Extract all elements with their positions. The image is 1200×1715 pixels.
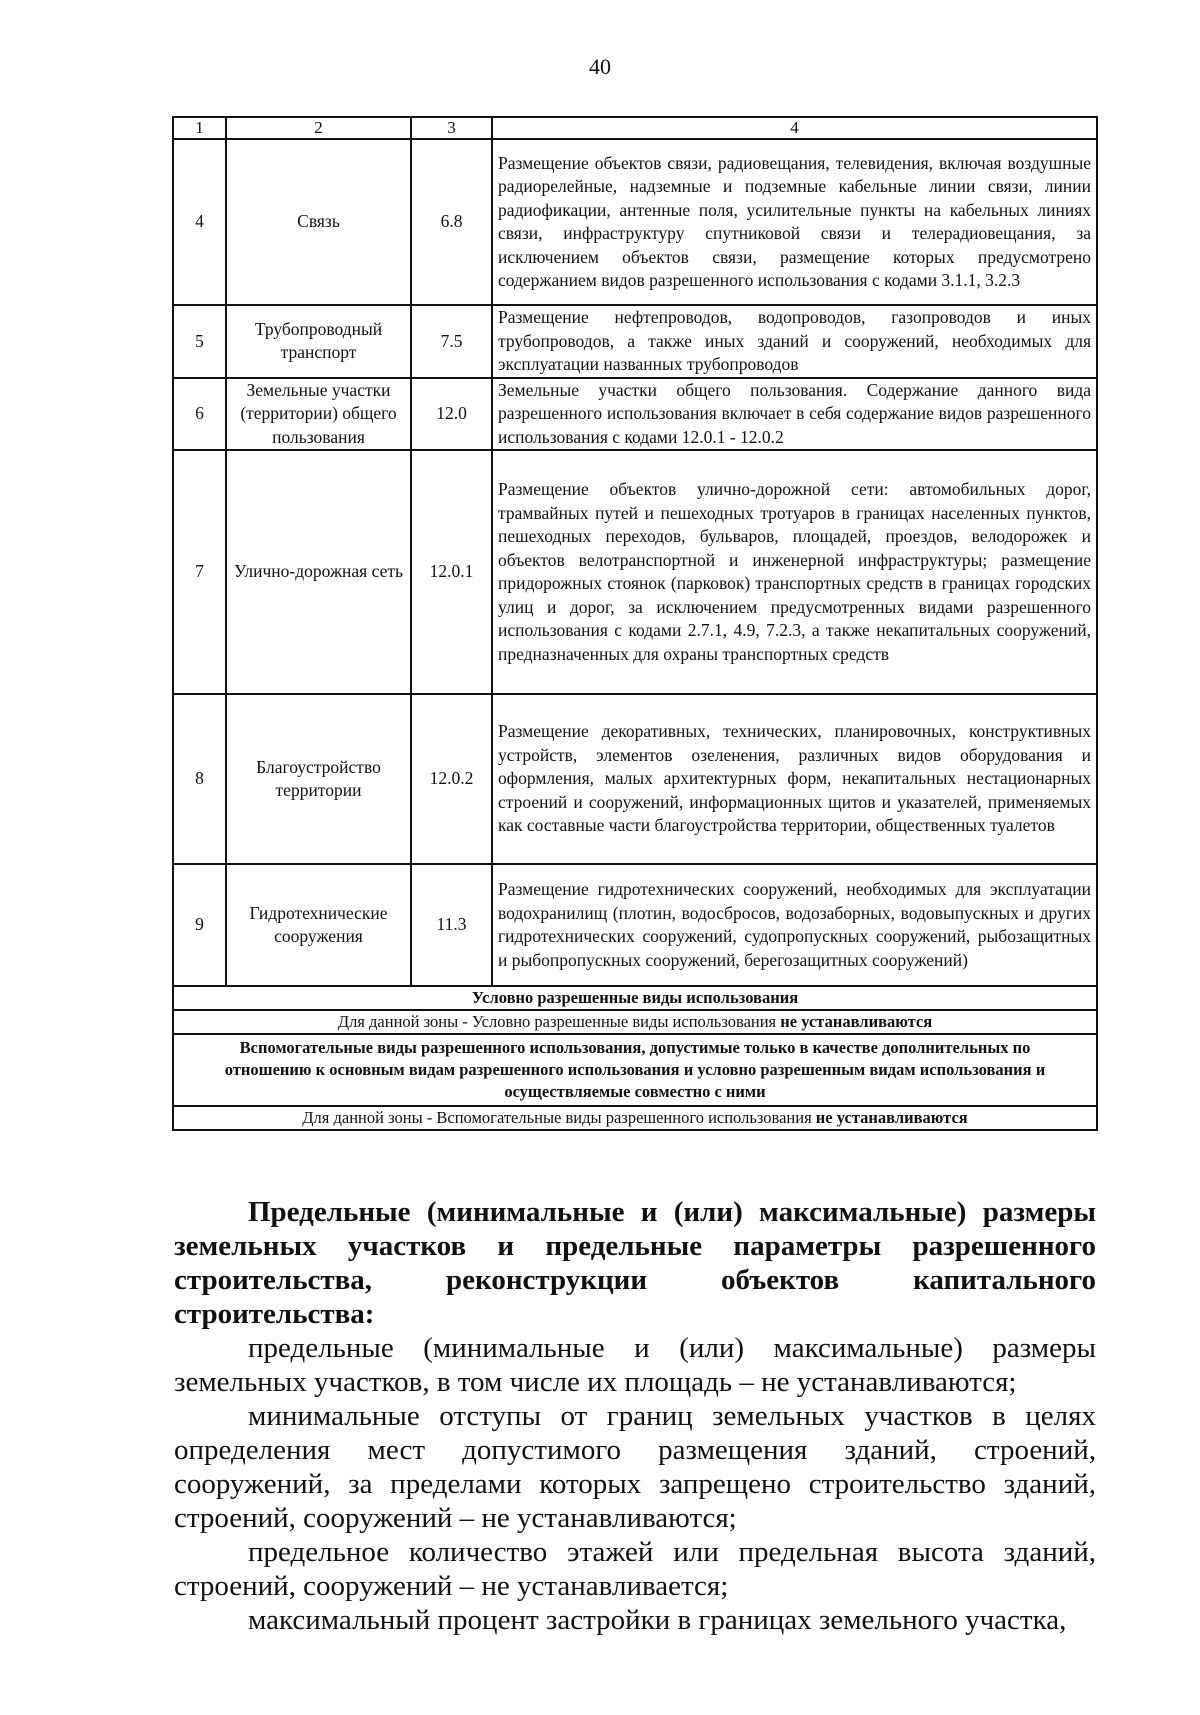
use-code: 12.0 xyxy=(411,378,492,451)
note-text: Для данной зоны - Вспомогательные виды разрешенного использования xyxy=(302,1108,816,1127)
auxiliary-uses-title: Вспомогательные виды разрешенного использования, допустимые только в качестве дополнительных по отношению к основным видам разрешенного использования и условно разрешенным видам использования и осуществляемые совместно с ними xyxy=(173,1034,1097,1106)
use-code: 7.5 xyxy=(411,305,492,378)
use-name: Связь xyxy=(226,139,411,305)
header-cell: 1 xyxy=(173,117,226,139)
use-description: Размещение гидротехнических сооружений, необходимых для эксплуатации водохранилищ (плотин, водосбросов, водозаборных, водовыпускных и других гидротехнических сооружений, судопропускных сооружений, рыбозащитных и рыбопропускных сооружений, берегозащитных сооружений) xyxy=(492,864,1097,986)
note-text-bold: не устанавливаются xyxy=(780,1012,933,1031)
auxiliary-uses-row xyxy=(173,1034,1097,1106)
row-number: 6 xyxy=(173,378,226,451)
conditional-uses-note xyxy=(173,1010,1097,1034)
use-description: Размещение нефтепроводов, водопроводов, газопроводов и иных трубопроводов, а также иных зданий и сооружений, необходимых для эксплуатации названных трубопроводов xyxy=(492,305,1097,378)
use-code: 12.0.2 xyxy=(411,694,492,864)
row-number: 5 xyxy=(173,305,226,378)
page-number: 40 xyxy=(589,54,611,79)
row-number: 9 xyxy=(173,864,226,986)
parameters-section xyxy=(174,1195,1096,1637)
header-cell: 4 xyxy=(492,117,1097,139)
header-cell: 3 xyxy=(411,117,492,139)
use-description: Размещение декоративных, технических, планировочных, конструктивных устройств, элементов озеленения, различных видов оборудования и оформления, малых архитектурных форм, некапитальных нестационарных строений и сооружений, информационных щитов и указателей, применяемых как составные части благоустройства территории, общественных туалетов xyxy=(492,694,1097,864)
use-name: Трубопроводный транспорт xyxy=(226,305,411,378)
conditional-uses-title: Условно разрешенные виды использования xyxy=(173,986,1097,1010)
table-header-row xyxy=(173,117,1097,139)
use-name: Благоустройство территории xyxy=(226,694,411,864)
header-cell: 2 xyxy=(226,117,411,139)
row-number: 4 xyxy=(173,139,226,305)
use-description: Размещение объектов улично-дорожной сети: автомобильных дорог, трамвайных путей и пешеходных тротуаров в границах населенных пунктов, пешеходных переходов, бульваров, площадей, проездов, велодорожек и объектов велотранспортной и инженерной инфраструктуры; размещение придорожных стоянок (парковок) транспортных средств в границах городских улиц и дорог, за исключением предусмотренных видами разрешенного использования с кодами 2.7.1, 4.9, 7.2.3, а также некапитальных сооружений, предназначенных для охраны транспортных средств xyxy=(492,450,1097,694)
table-row xyxy=(173,450,1097,694)
use-code: 11.3 xyxy=(411,864,492,986)
paragraph: предельные (минимальные и (или) максимальные) размеры земельных участков, в том числе их площадь – не устанавливаются; xyxy=(174,1332,1096,1398)
land-use-table xyxy=(172,116,1098,1131)
row-number: 7 xyxy=(173,450,226,694)
conditional-uses-row xyxy=(173,986,1097,1010)
note-text: Для данной зоны - Условно разрешенные виды использования xyxy=(337,1012,781,1031)
use-name: Гидротехнические сооружения xyxy=(226,864,411,986)
paragraph: минимальные отступы от границ земельных участков в целях определения мест допустимого размещения зданий, строений, сооружений, за пределами которых запрещено строительство зданий, строений, сооружений – не устанавливаются; xyxy=(174,1400,1096,1534)
use-code: 6.8 xyxy=(411,139,492,305)
table-row xyxy=(173,864,1097,986)
use-description: Размещение объектов связи, радиовещания, телевидения, включая воздушные радиорелейные, надземные и подземные кабельные линии связи, линии радиофикации, антенные поля, усилительные пункты на кабельных линиях связи, инфраструктуру спутниковой связи и телерадиовещания, за исключением объектов связи, размещение которых предусмотрено содержанием видов разрешенного использования с кодами 3.1.1, 3.2.3 xyxy=(492,139,1097,305)
paragraph: максимальный процент застройки в границах земельного участка, xyxy=(248,1604,1067,1636)
note-text-bold: не устанавливаются xyxy=(815,1108,968,1127)
row-number: 8 xyxy=(173,694,226,864)
paragraph: предельное количество этажей или предельная высота зданий, строений, сооружений – не устанавливается; xyxy=(174,1536,1096,1602)
use-code: 12.0.1 xyxy=(411,450,492,694)
table-row xyxy=(173,694,1097,864)
table-row xyxy=(173,139,1097,305)
use-description: Земельные участки общего пользования. Содержание данного вида разрешенного использования включает в себя содержание видов разрешенного использования с кодами 12.0.1 - 12.0.2 xyxy=(492,378,1097,451)
use-name: Земельные участки (территории) общего пользования xyxy=(226,378,411,451)
auxiliary-uses-note-row xyxy=(173,1106,1097,1130)
auxiliary-uses-note xyxy=(173,1106,1097,1130)
table-row xyxy=(173,305,1097,378)
conditional-uses-note-row xyxy=(173,1010,1097,1034)
section-heading: Предельные (минимальные и (или) максимальные) размеры земельных участков и предельные параметры разрешенного строительства, реконструкции объектов капитального строительства: xyxy=(174,1196,1096,1330)
table-row xyxy=(173,378,1097,451)
use-name: Улично-дорожная сеть xyxy=(226,450,411,694)
